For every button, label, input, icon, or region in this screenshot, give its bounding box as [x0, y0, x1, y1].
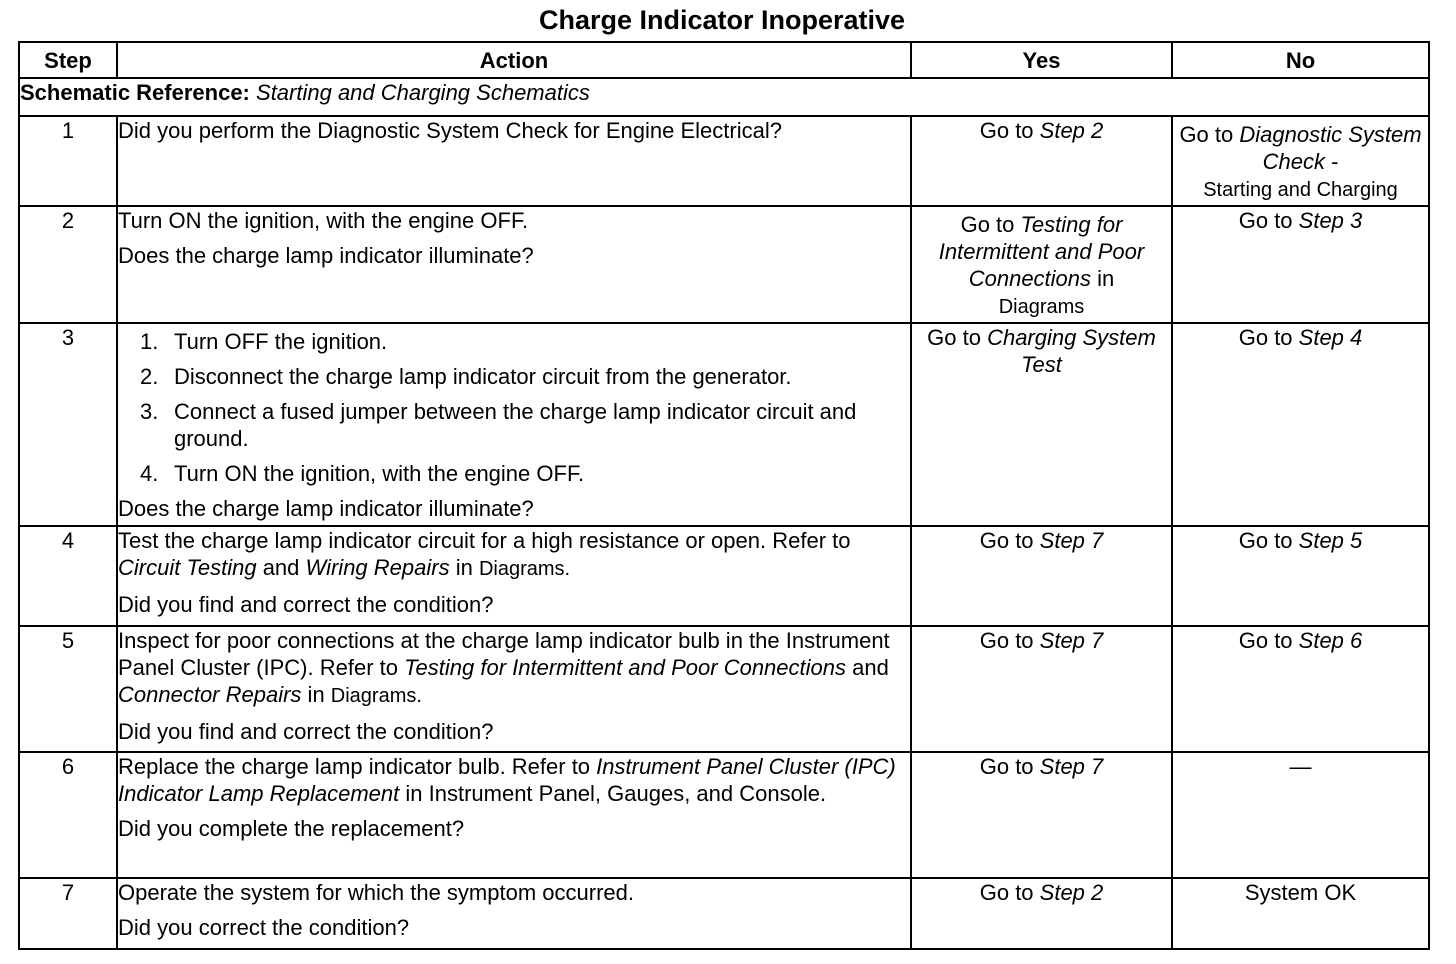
yes-link[interactable]: Step 7 — [1039, 528, 1104, 553]
action-question: Did you find and correct the condition? — [118, 719, 494, 744]
no-link[interactable]: Step 6 — [1298, 628, 1363, 653]
no-link[interactable]: Step 4 — [1298, 325, 1363, 350]
no-text: System OK — [1244, 880, 1357, 905]
list-text: Disconnect the charge lamp indicator circuit from the generator. — [174, 364, 792, 389]
yes-prefix: Go to — [979, 528, 1040, 553]
list-number: 3. — [140, 399, 159, 424]
no-cell — [1172, 206, 1429, 323]
list-text: Turn OFF the ignition. — [174, 329, 388, 354]
yes-cell — [911, 878, 1172, 949]
action-question: Does the charge lamp indicator illuminate? — [118, 496, 534, 521]
yes-prefix: Go to — [960, 212, 1021, 237]
table-row — [19, 878, 1429, 949]
header-action: Action — [117, 42, 911, 78]
no-link[interactable]: Diagnostic System Check — [1239, 122, 1422, 174]
step-number: 5 — [19, 626, 117, 752]
no-prefix: Go to — [1238, 628, 1299, 653]
no-prefix: Go to — [1238, 325, 1299, 350]
no-prefix: Go to — [1179, 122, 1240, 147]
step-number: 2 — [19, 206, 117, 323]
yes-prefix: Go to — [927, 325, 988, 350]
yes-prefix: Go to — [979, 754, 1040, 779]
no-extra: Starting and Charging — [1203, 179, 1398, 201]
list-number: 4. — [140, 461, 159, 486]
table-row — [19, 323, 1429, 526]
yes-link[interactable]: Charging System Test — [987, 325, 1156, 377]
list-number: 1. — [140, 329, 159, 354]
action-text-part: Replace the charge lamp indicator bulb. Refer to — [118, 754, 597, 779]
action-text — [118, 627, 910, 710]
yes-cell — [911, 323, 1172, 526]
action-link[interactable]: Circuit Testing — [118, 555, 257, 580]
yes-cell — [911, 752, 1172, 878]
action-cell — [117, 752, 911, 878]
yes-prefix: Go to — [979, 628, 1040, 653]
no-prefix: Go to — [1238, 208, 1299, 233]
action-link[interactable]: Wiring Repairs — [305, 555, 450, 580]
action-text-part: Inspect for poor connections at the charge lamp indicator bulb in the Instrument Panel Cluster (IPC). Refer to — [118, 628, 890, 680]
step-number: 6 — [19, 752, 117, 878]
action-cell — [117, 626, 911, 752]
list-item — [140, 398, 910, 452]
step-number: 7 — [19, 878, 117, 949]
action-text-part: and — [256, 555, 306, 580]
no-suffix: - — [1324, 149, 1339, 174]
no-cell — [1172, 526, 1429, 626]
yes-cell — [911, 626, 1172, 752]
action-text: Operate the system for which the symptom occurred. — [118, 880, 634, 905]
action-text-part: Diagrams. — [478, 558, 571, 580]
action-question: Does the charge lamp indicator illuminate? — [118, 243, 534, 268]
header-step: Step — [19, 42, 117, 78]
action-question: Did you perform the Diagnostic System Check for Engine Electrical? — [118, 118, 782, 143]
table-row — [19, 526, 1429, 626]
schematic-reference-label: Schematic Reference: — [20, 80, 250, 105]
diagnostic-table — [18, 41, 1430, 950]
action-cell — [117, 206, 911, 323]
action-link[interactable]: Instrument Panel Cluster (IPC) Indicator Lamp Replacement — [118, 754, 896, 806]
header-row — [19, 42, 1429, 78]
action-question: Did you correct the condition? — [118, 915, 410, 940]
no-cell — [1172, 626, 1429, 752]
yes-cell — [911, 526, 1172, 626]
action-cell — [117, 323, 911, 526]
action-cell — [117, 116, 911, 206]
no-cell — [1172, 878, 1429, 949]
header-no: No — [1172, 42, 1429, 78]
action-text-part: in — [449, 555, 479, 580]
table-row — [19, 116, 1429, 206]
yes-suffix: in — [1091, 266, 1115, 291]
action-question: Did you find and correct the condition? — [118, 592, 494, 617]
action-text-part: and — [846, 655, 889, 680]
table-row — [19, 206, 1429, 323]
no-link[interactable]: Step 5 — [1298, 528, 1363, 553]
list-item — [140, 460, 910, 487]
action-text: Turn ON the ignition, with the engine OFF. — [118, 208, 529, 233]
no-link[interactable]: Step 3 — [1298, 208, 1363, 233]
action-text — [118, 753, 910, 807]
no-cell — [1172, 116, 1429, 206]
action-question: Did you complete the replacement? — [118, 816, 465, 841]
action-text-part: in — [301, 682, 331, 707]
list-number: 2. — [140, 364, 159, 389]
schematic-reference — [19, 78, 1429, 116]
list-item — [140, 363, 910, 390]
yes-cell — [911, 206, 1172, 323]
step-number: 1 — [19, 116, 117, 206]
table-row — [19, 752, 1429, 878]
no-cell — [1172, 752, 1429, 878]
action-link[interactable]: Testing for Intermittent and Poor Connections — [404, 655, 846, 680]
yes-cell — [911, 116, 1172, 206]
action-text-part: Test the charge lamp indicator circuit for a high resistance or open. Refer to — [118, 528, 851, 553]
no-cell — [1172, 323, 1429, 526]
no-prefix: Go to — [1238, 528, 1299, 553]
header-yes: Yes — [911, 42, 1172, 78]
step-number: 4 — [19, 526, 117, 626]
step-number: 3 — [19, 323, 117, 526]
action-text-part: in Instrument Panel, Gauges, and Console. — [399, 781, 827, 806]
list-item — [140, 328, 910, 355]
yes-link[interactable]: Testing for Intermittent and Poor Connections — [938, 212, 1145, 291]
yes-prefix: Go to — [979, 880, 1040, 905]
yes-link[interactable]: Step 7 — [1039, 628, 1104, 653]
action-steps-list — [118, 328, 910, 487]
table-row — [19, 626, 1429, 752]
action-cell — [117, 878, 911, 949]
yes-link[interactable]: Step 2 — [1039, 880, 1104, 905]
action-text-part: Diagrams. — [330, 685, 422, 707]
yes-link[interactable]: Step 7 — [1039, 754, 1104, 779]
action-cell — [117, 526, 911, 626]
schematic-reference-link[interactable]: Starting and Charging Schematics — [256, 80, 590, 105]
no-text: — — [1289, 754, 1312, 779]
action-link[interactable]: Connector Repairs — [118, 682, 302, 707]
yes-extra: Diagrams — [998, 296, 1085, 318]
page-title: Charge Indicator Inoperative — [538, 5, 906, 35]
yes-link[interactable]: Step 2 — [1039, 118, 1104, 143]
yes-prefix: Go to — [979, 118, 1040, 143]
list-text: Turn ON the ignition, with the engine OFF. — [174, 461, 585, 486]
schematic-reference-row — [19, 78, 1429, 116]
list-text: Connect a fused jumper between the charge lamp indicator circuit and ground. — [174, 399, 857, 451]
action-text — [118, 527, 910, 583]
